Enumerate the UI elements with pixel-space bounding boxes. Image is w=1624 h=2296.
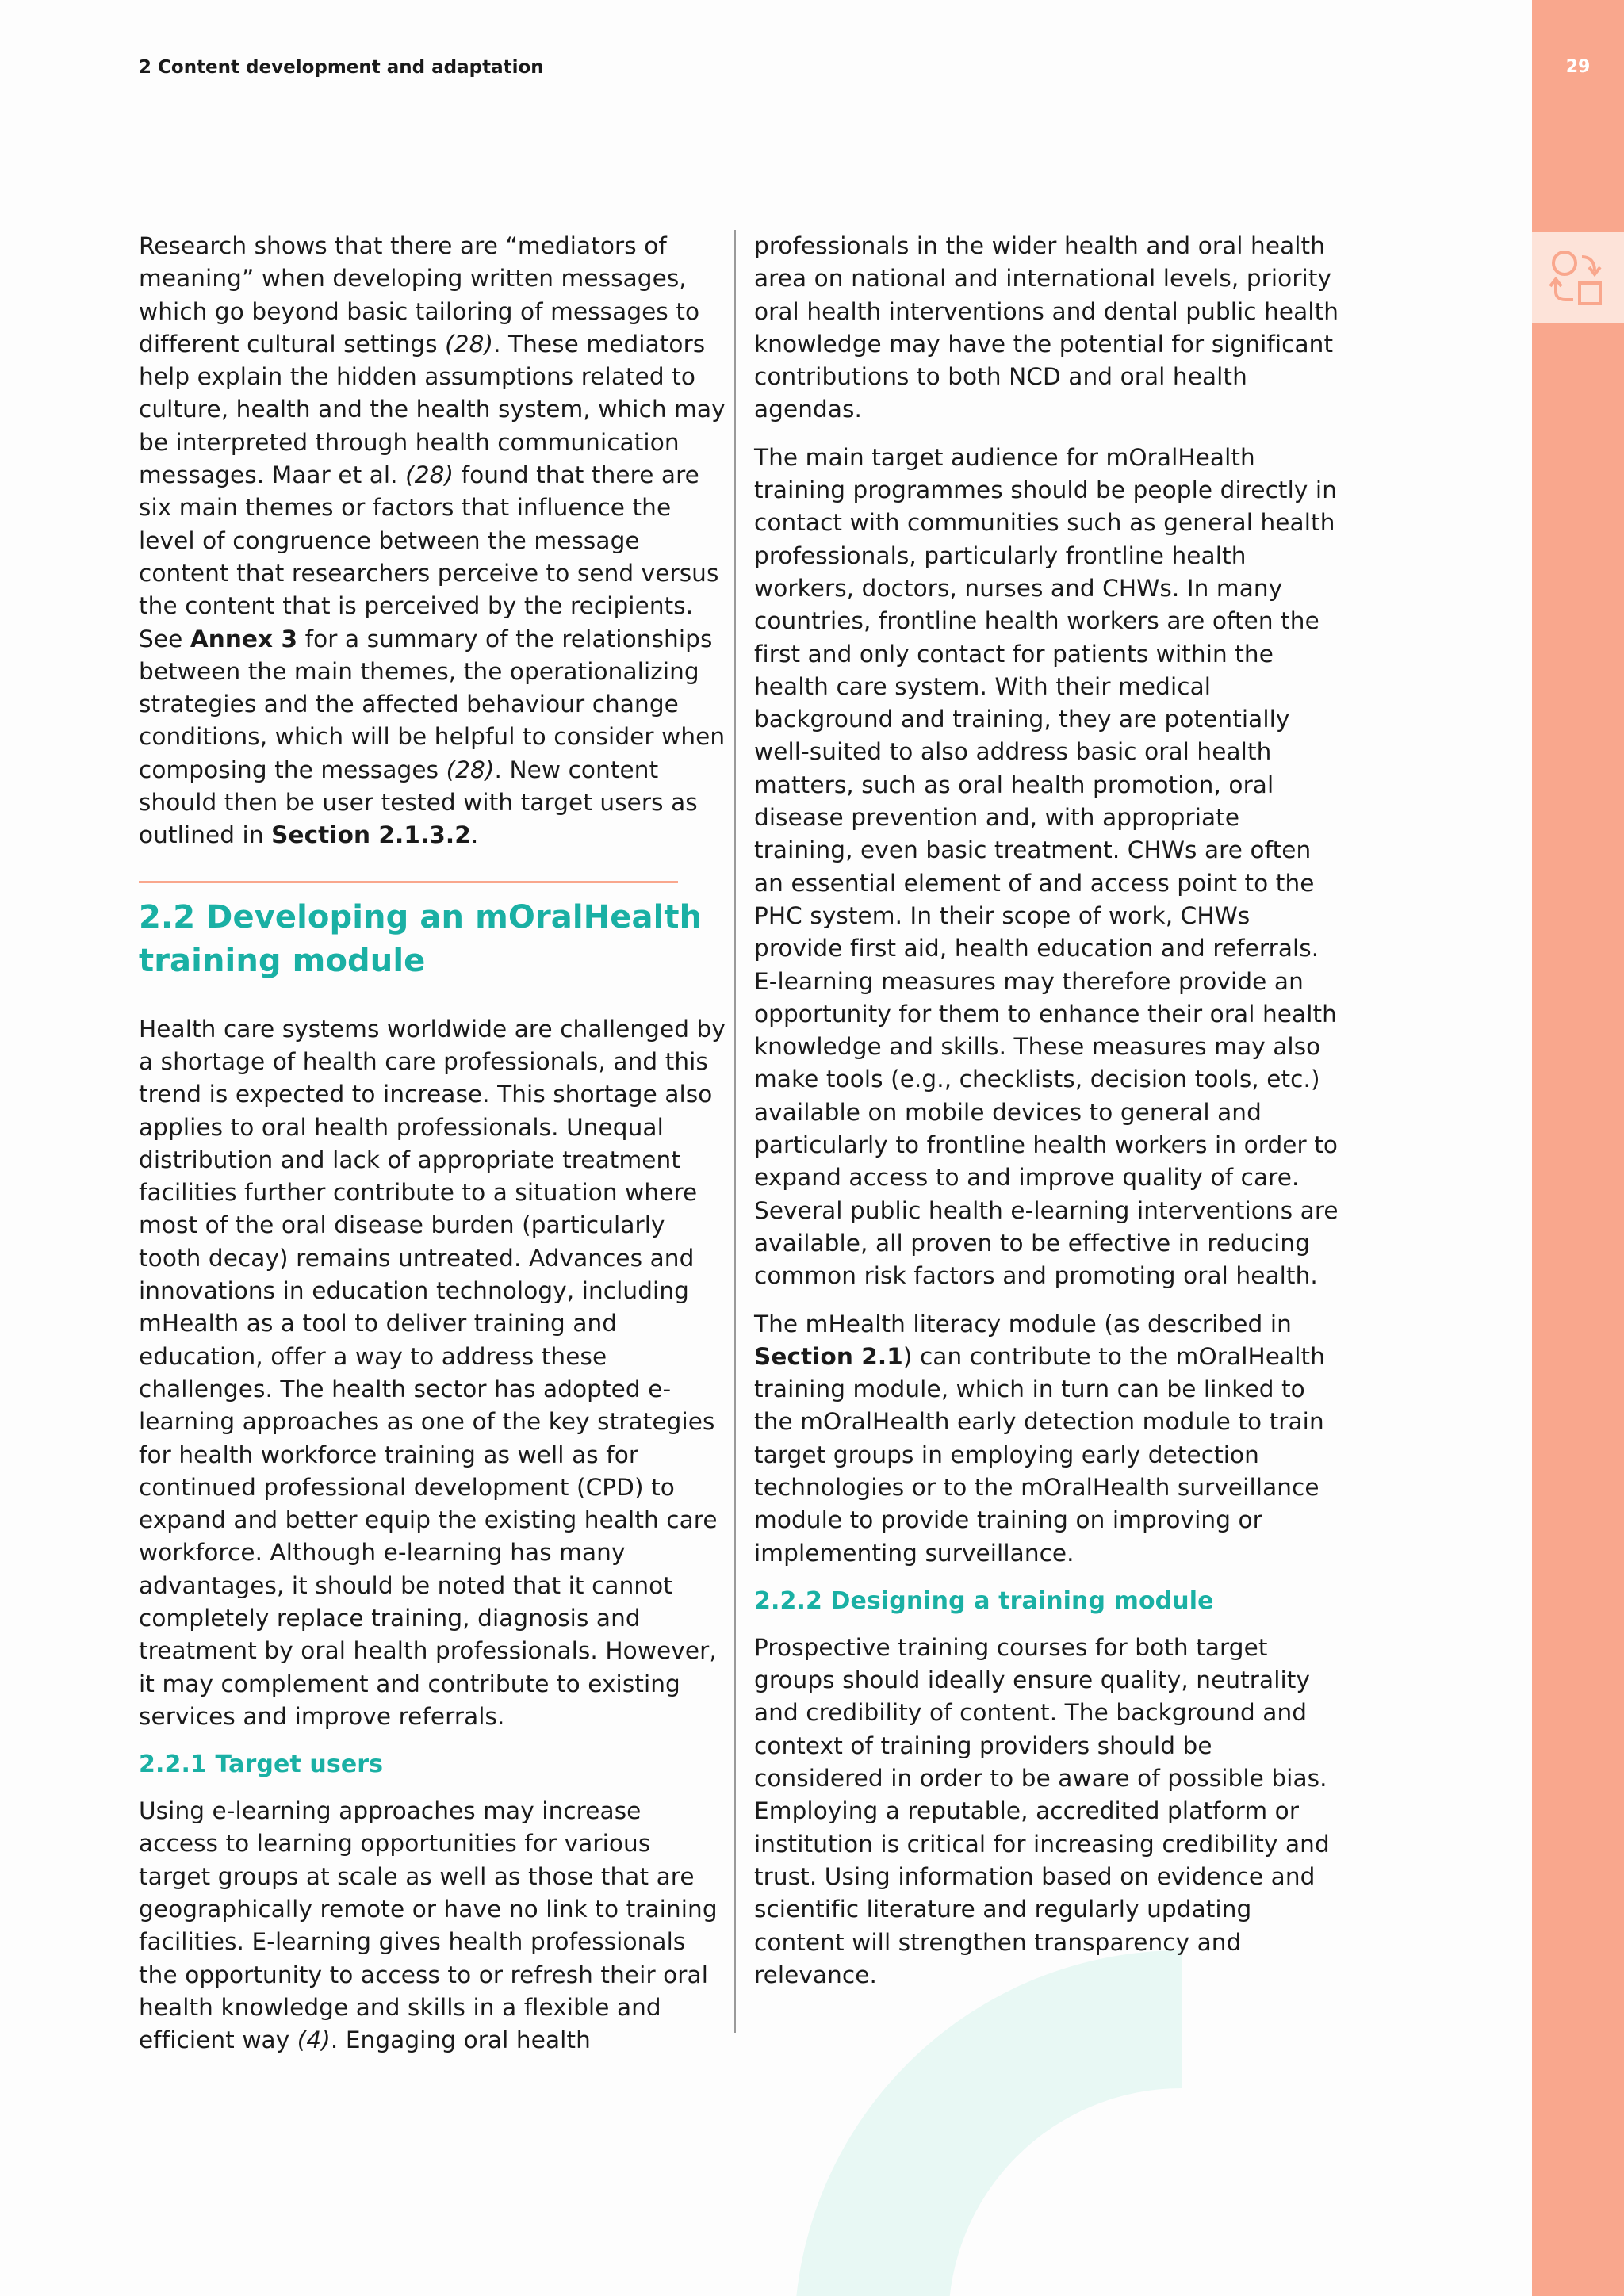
page-number: 29 — [1565, 57, 1591, 77]
left-column — [139, 230, 726, 2072]
text-run: for a summary of the relationships between the main themes, the operationalizing strategies and the affected behaviour change conditions, which will be helpful to consider when composing the messages — [139, 625, 726, 783]
text-run: . New content should then be user tested with target users as outlined in — [139, 756, 698, 849]
designing-module-paragraph: Prospective training courses for both target groups should ideally ensure quality, neutrality and credibility of content. The background and context of training providers should be considered in order to be aware of possible bias. Employing a reputable, accredited platform or institution is critical for increasing credibility and trust. Using information based on evidence and scientific literature and regularly updating content will strengthen transparency and relevance. — [754, 1633, 1330, 1988]
target-users-paragraph — [139, 1795, 726, 2057]
column-divider — [734, 230, 736, 2033]
right-column — [754, 230, 1341, 2007]
annex-reference: Annex 3 — [190, 625, 298, 652]
text-run: ) can contribute to the mOralHealth training module, which in turn can be linked to the mOralHealth early detection module to train target groups in employing early detection technologies or to the mOralHealth surveillance module to provide training on improving or implementing surveillance. — [754, 1342, 1325, 1567]
text-run: . Engaging oral health — [330, 2026, 591, 2054]
target-audience-paragraph: The main target audience for mOralHealth training programmes should be people directly in contact with communities such as general health professionals, particularly frontline health workers, doctors, nurses and CHWs. In many countries, frontline health workers are often the first and only contact for patients within the health care system. With their medical background and training, they are potentially well-suited to also address basic oral health matters, such as oral health promotion, oral disease prevention and, with appropriate training, even basic treatment. CHWs are often an essential element of and access point to the PHC system. In their scope of work, CHWs provide first aid, health education and referrals. E-learning measures may therefore provide an opportunity for them to enhance their oral health knowledge and skills. These measures may also make tools (e.g., checklists, decision tools, etc.) available on mobile devices to general and particularly to frontline health workers in order to expand access to and improve quality of care. Several public health e-learning interventions are available, all proven to be effective in reducing common risk factors and promoting oral health. — [754, 443, 1339, 1290]
running-header: 2 Content development and adaptation — [139, 57, 544, 78]
text-run: The mHealth literacy module (as described in — [754, 1310, 1292, 1337]
target-users-paragraph-continued: professionals in the wider health and oral health area on national and international levels, priority oral health interventions and dental public health knowledge may have the potential for significant contributions to both NCD and oral health agendas. — [754, 232, 1339, 423]
reference-citation: (28) — [446, 756, 495, 783]
heading-rule — [139, 881, 678, 883]
subsection-heading-2-2-2: 2.2.2 Designing a training module — [754, 1586, 1214, 1615]
text-run: Using e-learning approaches may increase access to learning opportunities for various target groups at scale as well as those that are geographically remote or have no link to training facilities. E-learning gives health professionals the opportunity to access to or refresh their oral health knowledge and skills in a flexible and efficient way — [139, 1797, 718, 2054]
section-2-2-paragraph: Health care systems worldwide are challenged by a shortage of health care professionals, and this trend is expected to increase. This shortage also applies to oral health professionals. Unequal distribution and lack of appropriate treatment facilities further contribute to a situation where most of the oral disease burden (particularly tooth decay) remains untreated. Advances and innovations in education technology, including mHealth as a tool to deliver training and education, offer a way to address these challenges. The health sector has adopted e-learning approaches as one of the key strategies for health workforce training as well as for continued professional development (CPD) to expand and better equip the existing health care workforce. Although e-learning has many advantages, it should be noted that it cannot completely replace training, diagnosis and treatment by oral health professionals. However, it may complement and contribute to existing services and improve referrals. — [139, 1015, 726, 1730]
text-run: . These mediators help explain the hidden assumptions related to culture, health and the health system, which may be interpreted through health communication messages. Maar et al. — [139, 330, 726, 489]
subsection-heading-2-2-1: 2.2.1 Target users — [139, 1751, 384, 1779]
reference-citation: (28) — [405, 461, 454, 489]
section-reference: Section 2.1 — [754, 1342, 903, 1370]
reference-citation: (28) — [445, 330, 494, 358]
section-reference: Section 2.1.3.2 — [271, 821, 471, 849]
page-sidebar — [1532, 0, 1624, 2296]
text-run: . — [470, 821, 479, 849]
intro-paragraph — [139, 230, 726, 852]
shapes-exchange-icon — [1532, 232, 1624, 323]
text-run: Research shows that there are “mediators of meaning” when developing written messages, which go beyond basic tailoring of messages to different cultural settings — [139, 232, 700, 358]
section-heading-2-2: 2.2 Developing an mOralHealth training module — [139, 898, 703, 979]
section-icon-box — [1532, 232, 1624, 323]
text-run: found that there are six main themes or factors that influence the level of congruence between the message content that researchers perceive to send versus the content that is perceived by the recipients. See — [139, 461, 719, 652]
literacy-module-paragraph — [754, 1308, 1341, 1570]
reference-citation: (4) — [297, 2026, 331, 2054]
